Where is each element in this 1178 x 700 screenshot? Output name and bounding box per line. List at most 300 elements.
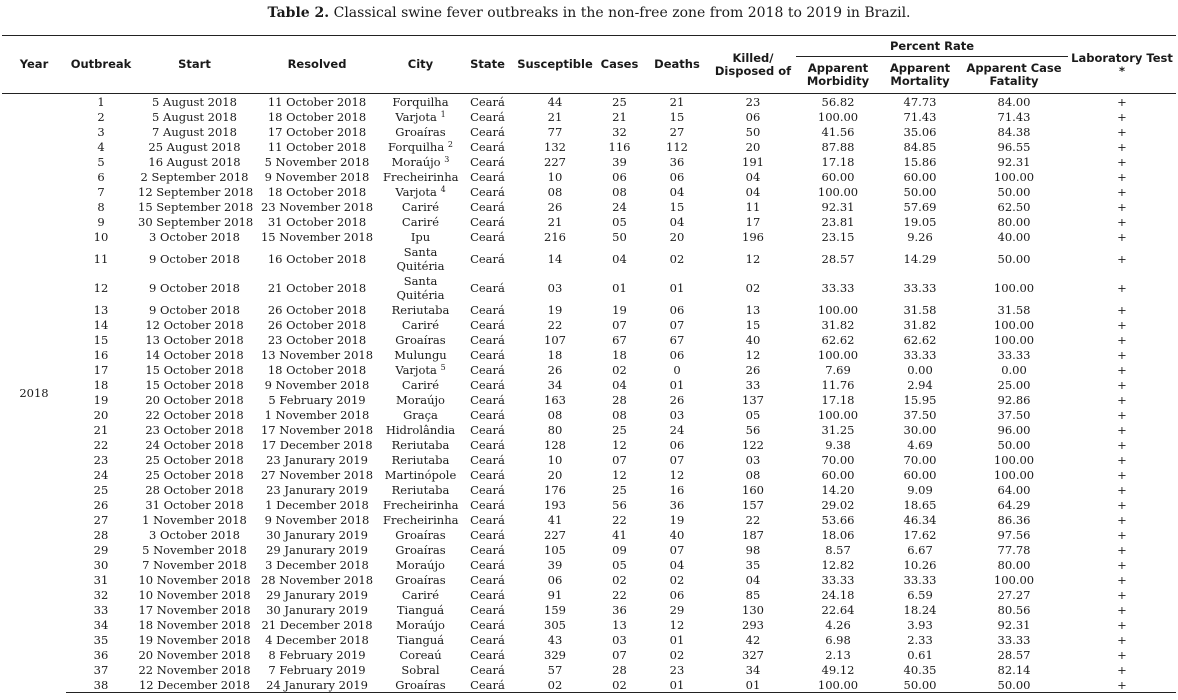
cell-cases: 02	[612, 362, 627, 377]
cell-cases: 02	[612, 572, 627, 587]
city-name: Santa Quitéria	[396, 273, 445, 302]
cell-outbreak: 31	[93, 572, 109, 587]
cell-morbidity: 17.18	[821, 154, 855, 169]
cell-cases: 39	[612, 154, 627, 169]
cell-morbidity: 70.00	[821, 452, 855, 467]
cell-fatality: 31.58	[997, 302, 1031, 317]
table-row	[2, 512, 1176, 527]
cell-start: 10 November 2018	[138, 587, 251, 602]
cell-morbidity: 11.76	[821, 377, 855, 392]
cell-cases: 19	[612, 302, 627, 317]
cell-mortality: 60.00	[903, 467, 937, 482]
cell-killed: 08	[745, 467, 761, 482]
cell-state: Ceará	[470, 124, 505, 139]
table-row	[2, 632, 1176, 647]
cell-susceptible: 91	[547, 587, 563, 602]
cell-state: Ceará	[470, 617, 505, 632]
cell-lab: +	[1117, 602, 1127, 617]
cell-susceptible: 193	[544, 497, 566, 512]
cell-lab: +	[1117, 647, 1127, 662]
cell-killed: 85	[745, 587, 761, 602]
cell-cases: 01	[612, 280, 627, 295]
cell-deaths: 20	[669, 229, 685, 244]
cell-mortality: 33.33	[903, 280, 937, 295]
cell-fatality: 96.00	[997, 422, 1031, 437]
header-apparent-case-fatality: Apparent Case Fatality	[966, 61, 1062, 88]
cell-deaths: 07	[669, 452, 685, 467]
cell-morbidity: 33.33	[821, 280, 855, 295]
cell-city	[381, 662, 460, 677]
cell-outbreak: 37	[93, 662, 109, 677]
cell-lab: +	[1117, 452, 1127, 467]
cell-deaths: 12	[669, 617, 685, 632]
cell-resolved: 29 Janurary 2019	[266, 587, 368, 602]
cell-lab: +	[1117, 617, 1127, 632]
cell-cases: 41	[612, 527, 627, 542]
cell-outbreak: 27	[93, 512, 109, 527]
cell-mortality: 3.93	[907, 617, 933, 632]
cell-morbidity: 23.15	[821, 229, 855, 244]
cell-morbidity: 33.33	[821, 572, 855, 587]
cell-start: 15 September 2018	[138, 199, 253, 214]
city-name: Moraújo	[396, 617, 445, 632]
cell-susceptible: 22	[547, 317, 563, 332]
cell-mortality: 50.00	[880, 677, 960, 693]
cell-deaths: 04	[669, 557, 685, 572]
cell-morbidity: 2.13	[825, 647, 851, 662]
table-body	[2, 94, 1176, 693]
cell-killed: 23	[745, 94, 761, 109]
cell-lab: +	[1117, 251, 1127, 266]
table-row	[2, 587, 1176, 602]
cell-susceptible: 216	[544, 229, 566, 244]
cell-city	[381, 437, 460, 452]
cell-fatality: 50.00	[997, 184, 1031, 199]
outbreaks-table	[2, 35, 1176, 693]
cell-state: Ceará	[470, 169, 505, 184]
cell-resolved: 5 November 2018	[264, 154, 370, 169]
table-caption-label: Table 2.	[267, 5, 330, 21]
cell-morbidity: 100.00	[817, 184, 859, 199]
cell-susceptible: 43	[547, 632, 563, 647]
cell-killed: 34	[745, 662, 761, 677]
cell-cases: 13	[612, 617, 627, 632]
cell-outbreak: 23	[93, 452, 109, 467]
city-footnote-marker: 3	[444, 154, 450, 164]
cell-susceptible: 105	[544, 542, 566, 557]
cell-killed: 15	[745, 317, 761, 332]
cell-outbreak: 6	[97, 169, 105, 184]
cell-susceptible: 10	[547, 452, 563, 467]
cell-start: 20 November 2018	[138, 647, 251, 662]
cell-deaths: 23	[669, 662, 685, 677]
cell-deaths: 02	[669, 647, 685, 662]
cell-morbidity: 8.57	[825, 542, 851, 557]
cell-susceptible: 14	[547, 251, 563, 266]
cell-lab: +	[1117, 109, 1127, 124]
cell-mortality: 84.85	[903, 139, 937, 154]
cell-resolved: 9 November 2018	[264, 169, 370, 184]
cell-cases: 04	[612, 251, 627, 266]
cell-deaths: 06	[669, 302, 685, 317]
cell-morbidity: 60.00	[821, 467, 855, 482]
cell-deaths: 16	[669, 482, 685, 497]
city-name: Martinópole	[384, 467, 457, 482]
cell-start: 15 October 2018	[145, 362, 244, 377]
cell-fatality: 100.00	[993, 332, 1035, 347]
cell-lab: +	[1117, 229, 1127, 244]
cell-susceptible: 39	[547, 557, 563, 572]
cell-state: Ceará	[460, 677, 515, 693]
city-name: Groaíras	[395, 572, 446, 587]
cell-outbreak: 36	[93, 647, 109, 662]
table-row	[2, 199, 1176, 214]
cell-mortality: 0.00	[907, 362, 933, 377]
cell-morbidity: 62.62	[821, 332, 855, 347]
cell-mortality: 17.62	[903, 527, 937, 542]
cell-state: Ceará	[470, 392, 505, 407]
cell-city	[381, 482, 460, 497]
city-name: Reriutaba	[391, 482, 450, 497]
table-row	[2, 124, 1176, 139]
cell-morbidity: 9.38	[825, 437, 851, 452]
cell-morbidity: 18.06	[821, 527, 855, 542]
cell-start: 12 October 2018	[145, 317, 244, 332]
cell-deaths: 36	[669, 154, 685, 169]
cell-killed: 12	[745, 251, 761, 266]
cell-cases: 50	[612, 229, 627, 244]
table-row	[2, 662, 1176, 677]
cell-start: 25 October 2018	[145, 467, 244, 482]
cell-fatality: 84.00	[997, 94, 1031, 109]
cell-city	[381, 362, 460, 377]
cell-mortality: 2.33	[907, 632, 933, 647]
cell-cases: 25	[612, 422, 627, 437]
city-name: Frecheirinha	[383, 169, 459, 184]
cell-morbidity: 41.56	[821, 124, 855, 139]
cell-morbidity: 29.02	[821, 497, 855, 512]
cell-fatality: 100.00	[993, 317, 1035, 332]
cell-lab: +	[1117, 377, 1127, 392]
cell-lab: +	[1117, 280, 1127, 295]
cell-mortality: 57.69	[903, 199, 937, 214]
cell-cases: 25	[612, 94, 627, 109]
cell-city	[381, 527, 460, 542]
cell-susceptible: 176	[544, 482, 566, 497]
cell-outbreak: 34	[93, 617, 109, 632]
cell-lab: +	[1117, 392, 1127, 407]
cell-killed: 33	[745, 377, 761, 392]
cell-killed: 05	[745, 407, 761, 422]
header-laboratory-test: Laboratory Test *	[1071, 50, 1173, 78]
cell-fatality: 28.57	[997, 647, 1031, 662]
cell-mortality: 46.34	[903, 512, 937, 527]
cell-start: 28 October 2018	[145, 482, 244, 497]
cell-morbidity: 23.81	[821, 214, 855, 229]
cell-city	[381, 169, 460, 184]
cell-cases: 02	[595, 677, 644, 693]
table-row	[2, 677, 1176, 693]
cell-outbreak: 28	[93, 527, 109, 542]
cell-fatality: 37.50	[997, 407, 1031, 422]
cell-fatality: 100.00	[993, 452, 1035, 467]
cell-susceptible: 10	[547, 169, 563, 184]
cell-start: 9 October 2018	[149, 302, 240, 317]
cell-mortality: 9.26	[907, 229, 933, 244]
cell-resolved: 21 October 2018	[267, 280, 367, 295]
cell-start: 9 October 2018	[149, 280, 240, 295]
cell-fatality: 82.14	[997, 662, 1031, 677]
cell-deaths: 06	[669, 587, 685, 602]
cell-city	[381, 677, 460, 693]
cell-fatality: 25.00	[997, 377, 1031, 392]
cell-cases: 32	[612, 124, 627, 139]
cell-outbreak: 29	[93, 542, 109, 557]
cell-lab: +	[1117, 169, 1127, 184]
cell-mortality: 6.59	[907, 587, 933, 602]
cell-start: 3 October 2018	[149, 527, 240, 542]
cell-lab: +	[1117, 154, 1127, 169]
cell-susceptible: 77	[547, 124, 563, 139]
cell-mortality: 18.65	[903, 497, 937, 512]
city-name: Mulungu	[394, 347, 447, 362]
cell-deaths: 01	[669, 632, 685, 647]
table-row	[2, 467, 1176, 482]
cell-cases: 22	[612, 587, 627, 602]
year-cell: 2018	[19, 386, 49, 401]
cell-fatality: 40.00	[997, 229, 1031, 244]
cell-resolved: 18 October 2018	[267, 184, 367, 199]
header-killed: Killed/ Disposed of	[714, 50, 792, 78]
cell-killed: 03	[745, 452, 761, 467]
cell-susceptible: 329	[544, 647, 566, 662]
cell-lab: +	[1117, 557, 1127, 572]
header-city: City	[407, 57, 434, 71]
cell-state: Ceará	[470, 251, 505, 266]
cell-outbreak: 16	[93, 347, 109, 362]
cell-mortality: 10.26	[903, 557, 937, 572]
cell-fatality: 92.31	[997, 154, 1031, 169]
cell-state: Ceará	[470, 542, 505, 557]
city-name: Hidrolândia	[385, 422, 456, 437]
cell-lab: +	[1117, 184, 1127, 199]
table-row	[2, 452, 1176, 467]
table-row	[2, 392, 1176, 407]
cell-outbreak: 15	[93, 332, 109, 347]
cell-deaths: 67	[669, 332, 685, 347]
cell-morbidity: 12.82	[821, 557, 855, 572]
cell-lab: +	[1117, 422, 1127, 437]
cell-lab: +	[1117, 587, 1127, 602]
cell-city	[381, 602, 460, 617]
cell-state: Ceará	[470, 512, 505, 527]
cell-susceptible: 132	[544, 139, 566, 154]
cell-state: Ceará	[470, 332, 505, 347]
cell-city	[381, 377, 460, 392]
cell-deaths: 40	[669, 527, 685, 542]
cell-killed: 50	[745, 124, 761, 139]
city-name: Groaíras	[395, 527, 446, 542]
cell-start: 20 October 2018	[145, 392, 244, 407]
cell-start: 13 October 2018	[145, 332, 244, 347]
cell-cases: 04	[612, 377, 627, 392]
cell-start: 15 October 2018	[145, 377, 244, 392]
cell-morbidity: 60.00	[821, 169, 855, 184]
city-name: Varjota	[395, 109, 437, 124]
cell-outbreak: 20	[93, 407, 109, 422]
cell-resolved: 9 November 2018	[264, 512, 370, 527]
cell-state: Ceará	[470, 647, 505, 662]
cell-susceptible: 26	[547, 199, 563, 214]
cell-start: 7 August 2018	[152, 124, 237, 139]
cell-cases: 18	[612, 347, 627, 362]
cell-morbidity: 22.64	[821, 602, 855, 617]
cell-mortality: 71.43	[903, 109, 937, 124]
cell-susceptible: 08	[547, 184, 563, 199]
cell-fatality: 100.00	[993, 169, 1035, 184]
city-footnote-marker: 1	[440, 109, 446, 119]
cell-state: Ceará	[470, 422, 505, 437]
city-name: Groaíras	[395, 542, 446, 557]
cell-susceptible: 21	[547, 214, 563, 229]
cell-lab: +	[1117, 124, 1127, 139]
cell-deaths: 02	[669, 251, 685, 266]
cell-cases: 12	[612, 437, 627, 452]
city-name: Coreaú	[399, 647, 442, 662]
cell-deaths: 06	[669, 437, 685, 452]
cell-mortality: 19.05	[903, 214, 937, 229]
cell-deaths: 03	[669, 407, 685, 422]
cell-lab: +	[1117, 362, 1127, 377]
cell-outbreak: 1	[97, 94, 105, 109]
header-outbreak: Outbreak	[70, 57, 132, 71]
cell-fatality: 50.00	[997, 251, 1031, 266]
cell-city	[381, 407, 460, 422]
cell-outbreak: 5	[97, 154, 105, 169]
cell-fatality: 27.27	[997, 587, 1031, 602]
cell-mortality: 4.69	[907, 437, 933, 452]
cell-morbidity: 100.00	[796, 677, 880, 693]
cell-outbreak: 19	[93, 392, 109, 407]
city-name: Varjota	[395, 184, 437, 199]
cell-state: Ceará	[470, 632, 505, 647]
cell-resolved: 28 November 2018	[260, 572, 374, 587]
city-footnote-marker: 4	[440, 184, 446, 194]
cell-killed: 42	[745, 632, 761, 647]
city-name: Sobral	[401, 662, 440, 677]
cell-state: Ceará	[470, 280, 505, 295]
cell-start: 9 October 2018	[149, 251, 240, 266]
cell-deaths: 19	[669, 512, 685, 527]
cell-cases: 67	[612, 332, 627, 347]
cell-deaths: 06	[669, 347, 685, 362]
cell-killed: 12	[745, 347, 761, 362]
cell-lab: +	[1117, 199, 1127, 214]
cell-morbidity: 87.88	[821, 139, 855, 154]
cell-deaths: 26	[669, 392, 685, 407]
cell-mortality: 40.35	[903, 662, 937, 677]
cell-fatality: 96.55	[997, 139, 1031, 154]
cell-resolved: 1 November 2018	[264, 407, 370, 422]
cell-fatality: 92.86	[997, 392, 1031, 407]
cell-state: Ceará	[470, 467, 505, 482]
cell-cases: 12	[612, 467, 627, 482]
cell-killed: 04	[745, 169, 761, 184]
cell-cases: 05	[612, 557, 627, 572]
cell-outbreak: 25	[93, 482, 109, 497]
cell-city	[381, 184, 460, 199]
cell-lab: +	[1068, 677, 1176, 693]
cell-state: Ceará	[470, 154, 505, 169]
table-row	[2, 244, 1176, 273]
cell-lab: +	[1117, 317, 1127, 332]
city-name: Ipu	[410, 229, 431, 244]
cell-resolved: 5 February 2019	[268, 392, 366, 407]
cell-fatality: 33.33	[997, 347, 1031, 362]
cell-fatality: 100.00	[993, 280, 1035, 295]
table-row	[2, 482, 1176, 497]
cell-state: Ceará	[470, 184, 505, 199]
cell-resolved: 23 November 2018	[260, 199, 374, 214]
cell-deaths: 12	[669, 467, 685, 482]
header-percent-rate: Percent Rate	[796, 36, 1068, 57]
cell-deaths: 27	[669, 124, 685, 139]
cell-susceptible: 107	[544, 332, 566, 347]
cell-city	[381, 154, 460, 169]
cell-deaths: 01	[644, 677, 710, 693]
cell-start: 31 October 2018	[145, 497, 244, 512]
cell-mortality: 6.67	[907, 542, 933, 557]
cell-cases: 07	[612, 452, 627, 467]
cell-mortality: 35.06	[903, 124, 937, 139]
cell-susceptible: 159	[544, 602, 566, 617]
cell-mortality: 37.50	[903, 407, 937, 422]
cell-resolved: 17 November 2018	[260, 422, 374, 437]
table-row	[2, 317, 1176, 332]
cell-outbreak: 13	[93, 302, 109, 317]
cell-resolved: 23 October 2018	[267, 332, 367, 347]
city-footnote-marker: 5	[440, 362, 446, 372]
cell-susceptible: 163	[544, 392, 566, 407]
cell-city	[381, 542, 460, 557]
cell-outbreak: 9	[97, 214, 105, 229]
city-footnote-marker: 2	[447, 139, 453, 149]
table-row	[2, 273, 1176, 302]
cell-lab: +	[1117, 512, 1127, 527]
cell-outbreak: 30	[93, 557, 109, 572]
table-row	[2, 572, 1176, 587]
cell-city	[381, 332, 460, 347]
city-name: Groaíras	[395, 677, 446, 692]
cell-morbidity: 56.82	[821, 94, 855, 109]
cell-cases: 28	[612, 662, 627, 677]
cell-deaths: 07	[669, 317, 685, 332]
cell-city	[381, 347, 460, 362]
cell-mortality: 70.00	[903, 452, 937, 467]
cell-resolved: 29 Janurary 2019	[266, 542, 368, 557]
cell-city	[381, 557, 460, 572]
cell-start: 12 December 2018	[136, 677, 253, 693]
table-row	[2, 527, 1176, 542]
cell-deaths: 112	[666, 139, 688, 154]
cell-city	[381, 273, 460, 302]
cell-deaths: 07	[669, 542, 685, 557]
cell-cases: 08	[612, 184, 627, 199]
cell-outbreak: 7	[97, 184, 105, 199]
cell-killed: 11	[745, 199, 761, 214]
cell-lab: +	[1117, 302, 1127, 317]
cell-resolved: 23 Janurary 2019	[266, 482, 368, 497]
